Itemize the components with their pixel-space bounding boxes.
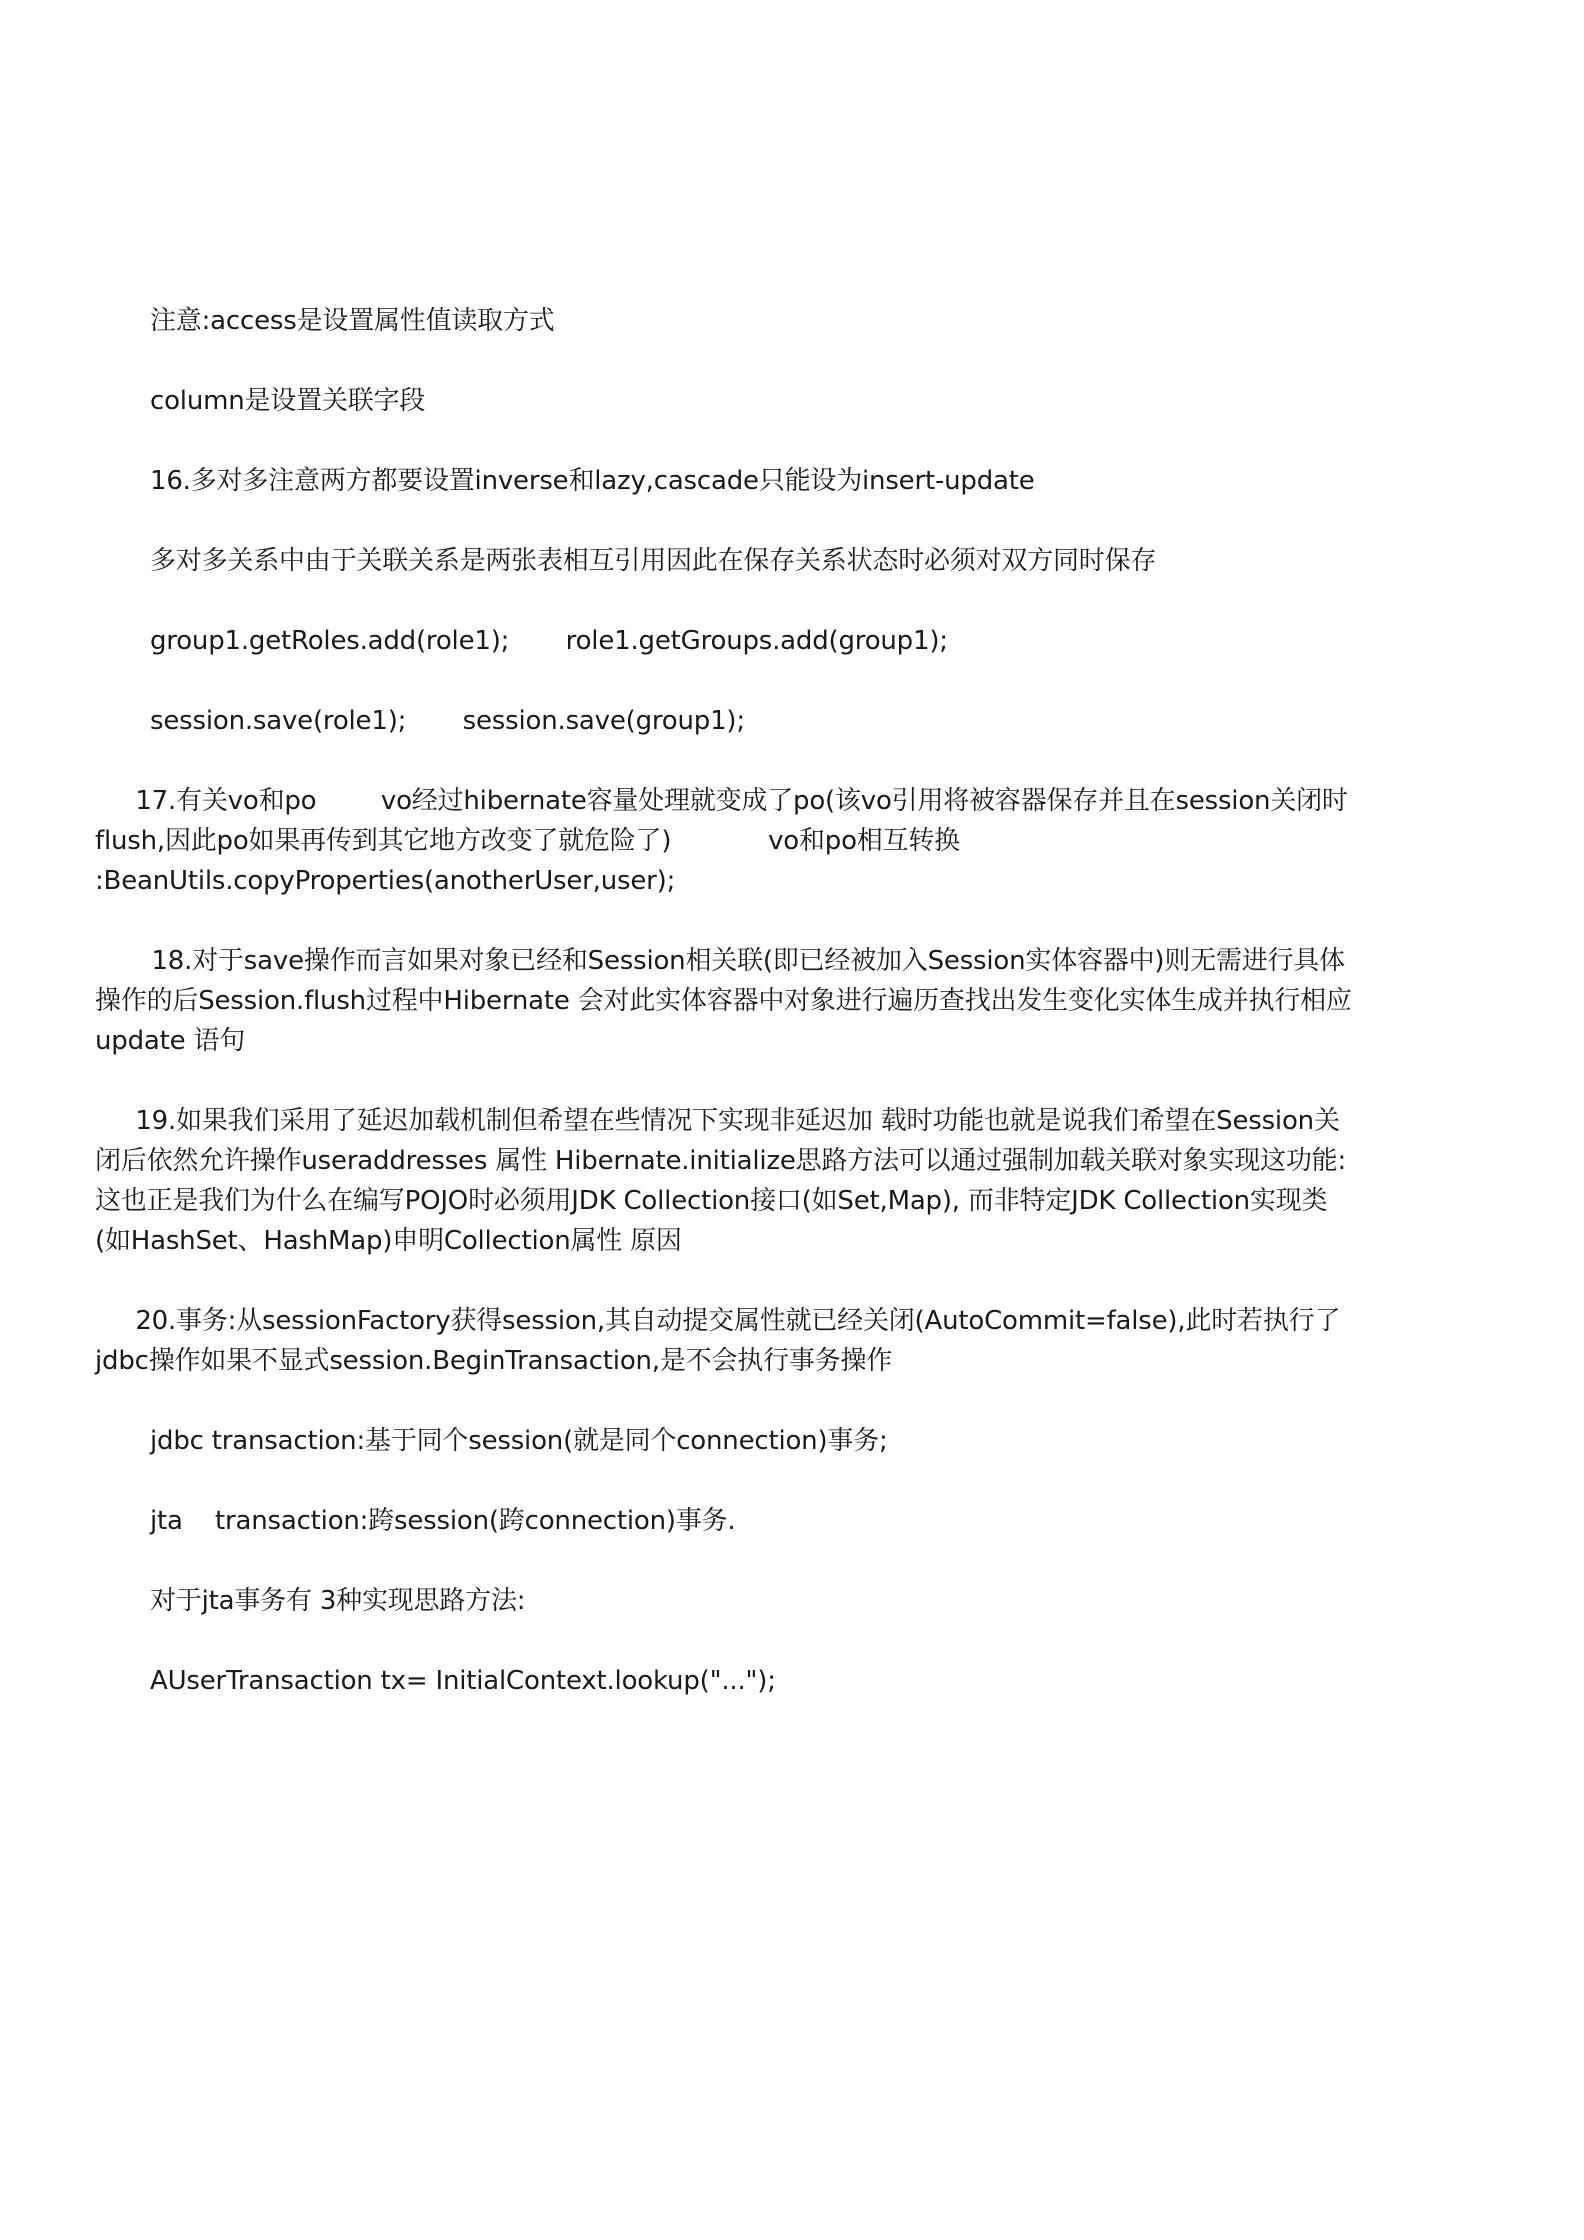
- item-17-line-3: :BeanUtils.copyProperties(anotherUser,user);: [95, 866, 676, 896]
- item-20-paragraph: [95, 1301, 1395, 1381]
- item-19-line-3: 这也正是我们为什么在编写POJO时必须用JDK Collection接口(如Set,Map), 而非特定JDK Collection实现类: [95, 1186, 1328, 1216]
- item-19-line-4: (如HashSet、HashMap)申明Collection属性 原因: [95, 1226, 682, 1256]
- user-transaction-line: AUserTransaction tx= InitialContext.lookup("...");: [150, 1666, 776, 1696]
- item-20-line-1: 20.事务:从sessionFactory获得session,其自动提交属性就已经关闭(AutoCommit=false),此时若执行了: [95, 1306, 1341, 1336]
- column-line: column是设置关联字段: [150, 386, 426, 416]
- item-18-line-2: 操作的后Session.flush过程中Hibernate 会对此实体容器中对象进行遍历查找出发生变化实体生成并执行相应: [95, 986, 1352, 1016]
- jta-transaction-line: jta transaction:跨session(跨connection)事务.: [150, 1506, 736, 1536]
- item-18-line-3: update 语句: [95, 1026, 246, 1056]
- group-code-line: group1.getRoles.add(role1); role1.getGroups.add(group1);: [150, 626, 948, 656]
- jta-methods-line: 对于jta事务有 3种实现思路方法:: [150, 1586, 526, 1616]
- many-to-many-line: 多对多关系中由于关联关系是两张表相互引用因此在保存关系状态时必须对双方同时保存: [150, 546, 1157, 576]
- jdbc-transaction-line: jdbc transaction:基于同个session(就是同个connection)事务;: [150, 1426, 888, 1456]
- note-access-line: 注意:access是设置属性值读取方式: [150, 306, 555, 336]
- item-18-paragraph: [95, 941, 1395, 1061]
- item-19-paragraph: [95, 1101, 1395, 1261]
- item-19-line-2: 闭后依然允许操作useraddresses 属性 Hibernate.initialize思路方法可以通过强制加载关联对象实现这功能:: [95, 1146, 1347, 1176]
- item-17-paragraph: [95, 781, 1395, 901]
- item-17-line-1: 17.有关vo和po vo经过hibernate容量处理就变成了po(该vo引用将被容器保存并且在session关闭时: [95, 786, 1348, 816]
- item-17-line-2: flush,因此po如果再传到其它地方改变了就危险了) vo和po相互转换: [95, 826, 960, 856]
- item-18-line-1: 18.对于save操作而言如果对象已经和Session相关联(即已经被加入Session实体容器中)则无需进行具体: [95, 946, 1345, 976]
- item-16-line: 16.多对多注意两方都要设置inverse和lazy,cascade只能设为insert-update: [150, 466, 1035, 496]
- item-19-line-1: 19.如果我们采用了延迟加载机制但希望在些情况下实现非延迟加 载时功能也就是说我们希望在Session关: [95, 1106, 1340, 1136]
- session-code-line: session.save(role1); session.save(group1);: [150, 706, 745, 736]
- item-20-line-2: jdbc操作如果不显式session.BeginTransaction,是不会执行事务操作: [95, 1346, 893, 1376]
